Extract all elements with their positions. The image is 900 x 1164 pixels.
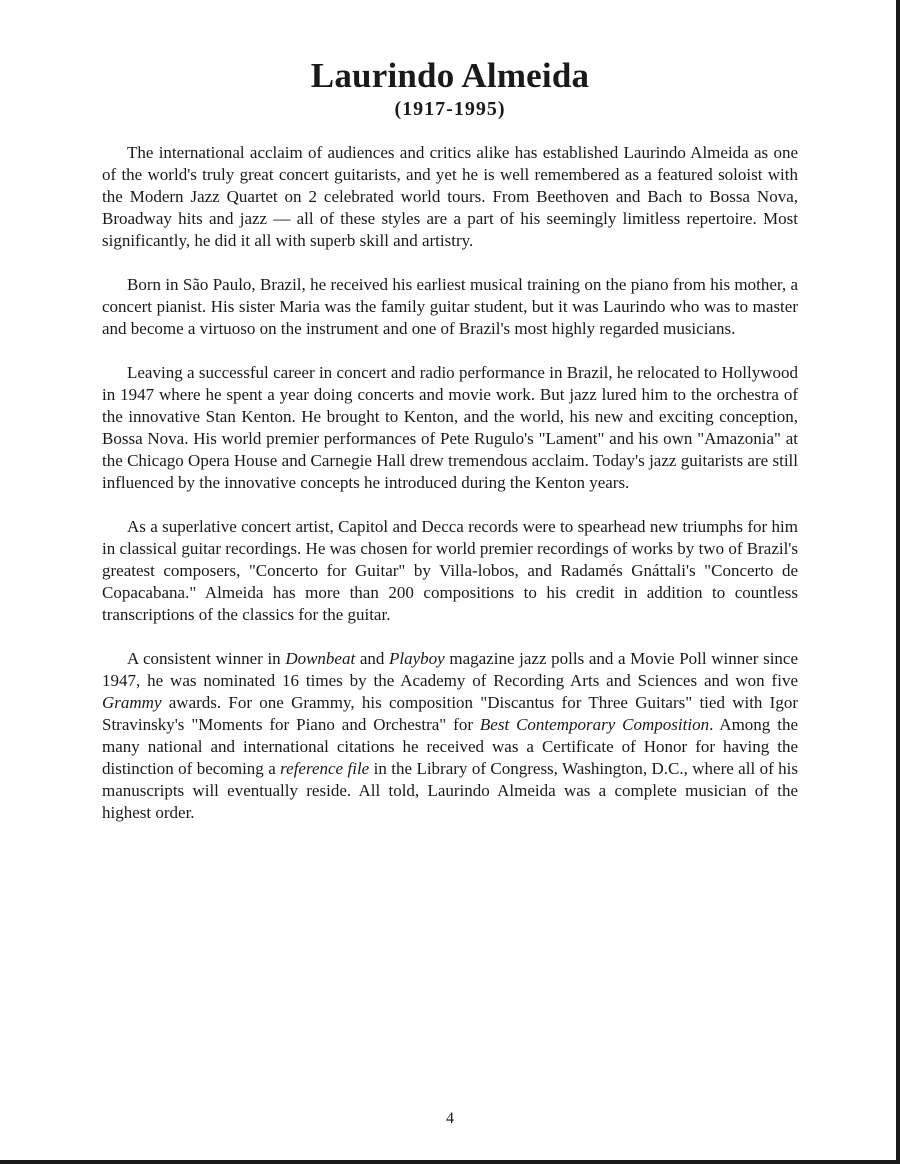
text-run: Born in São Paulo, Brazil, he received his earliest musical training on the piano from his mother, a concert pianist. His sister Maria was the family guitar student, but it was Laurindo who was to master and become a virtuoso on the instrument and one of Brazil's most highly regarded musicians. [102, 275, 798, 338]
page-number: 4 [446, 1110, 454, 1127]
paragraph [102, 362, 798, 494]
text-run: awards. For one Grammy, his composition "Discantus for Three Guitars" tied with Igor Stravinsky's "Moments for Piano and Orchestra" for [102, 693, 798, 734]
page-title: Laurindo Almeida [310, 56, 590, 95]
text-run: . Among the many national and international citations he received was a Certificate of Honor for having the distinction of becoming a [102, 715, 798, 778]
life-dates: (1917-1995) [394, 98, 506, 120]
paragraph [102, 142, 798, 252]
italic-text: Playboy [389, 649, 445, 668]
text-run: A consistent winner in [127, 649, 286, 668]
text-run: Leaving a successful career in concert and radio performance in Brazil, he relocated to Hollywood in 1947 where he spent a year doing concerts and movie work. But jazz lured him to the orchestra of the innovative Stan Kenton. He brought to Kenton, and the world, his new and exciting conception, Bossa Nova. His world premier performances of Pete Rugulo's "Lament" and his own "Amazonia" at the Chicago Opera House and Carnegie Hall drew tremendous acclaim. Today's jazz guitarists are still influenced by the innovative concepts he introduced during the Kenton years. [102, 363, 798, 492]
italic-text: Grammy [102, 693, 162, 712]
paragraph [102, 648, 798, 824]
italic-text: reference file [280, 759, 370, 778]
biography-body [102, 142, 798, 846]
text-run: The international acclaim of audiences and critics alike has established Laurindo Almeida as one of the world's truly great concert guitarists, and yet he is well remembered as a featured soloist with the Modern Jazz Quartet on 2 celebrated world tours. From Beethoven and Bach to Bossa Nova, Broadway hits and jazz — all of these styles are a part of his seemingly limitless repertoire. Most significantly, he did it all with superb skill and artistry. [102, 143, 798, 250]
paragraph [102, 516, 798, 626]
italic-text: Best Contemporary Composition [479, 715, 710, 734]
page-header [0, 56, 900, 122]
text-run: As a superlative concert artist, Capitol and Decca records were to spearhead new triumphs for him in classical guitar recordings. He was chosen for world premier recordings of works by two of Brazil's greatest composers, "Concerto for Guitar" by Villa-lobos, and Radamés Gnáttali's "Concerto de Copacabana." Almeida has more than 200 compositions to his credit in addition to countless transcriptions of the classics for the guitar. [102, 517, 798, 624]
text-run: magazine jazz polls and a Movie Poll winner since 1947, he was nominated 16 times by the Academy of Recording Arts and Sciences and won five [102, 649, 799, 690]
text-run: in the Library of Congress, Washington, D.C., where all of his manuscripts will eventually reside. All told, Laurindo Almeida was a complete musician of the highest order. [102, 759, 798, 822]
italic-text: Downbeat [285, 649, 356, 668]
text-run: and [355, 649, 390, 668]
paragraph [102, 274, 798, 340]
